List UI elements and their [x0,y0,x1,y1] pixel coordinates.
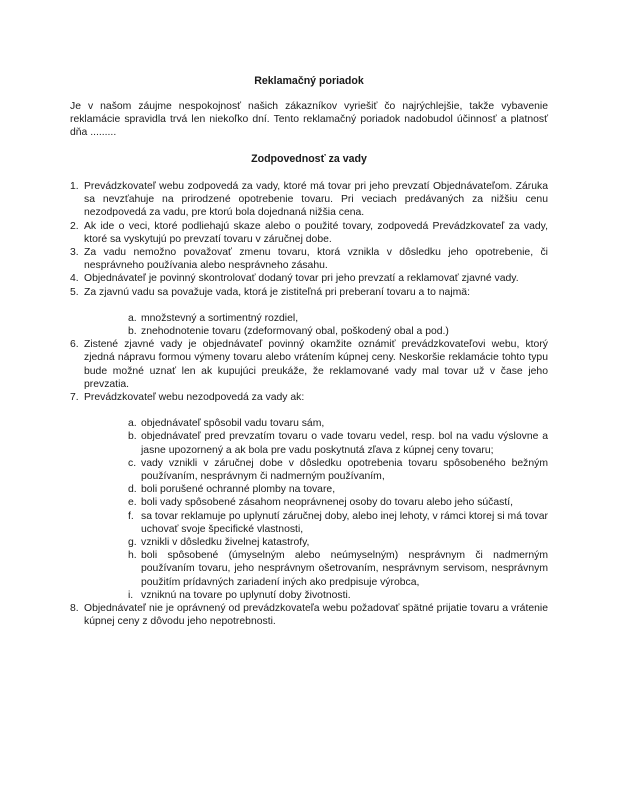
list-item-1 [70,180,548,220]
sublist-item [128,417,548,430]
sublist-visible-defects [84,312,548,338]
list-item-8 [70,602,548,628]
sublist-item [128,430,548,456]
sublist-item [128,483,548,496]
sublist-letter: a. [128,312,137,324]
sublist-item-text: boli spôsobené (úmyselným alebo neúmyselným) nesprávnym či nadmerným používaním tovaru, jeho nesprávnym ošetrovaním, nesprávnym servisom, nesprávnym použitím prídavných zariadení iných ako predpisuje výrobca, [141,550,548,588]
list-item-text: Prevádzkovateľ webu nezodpovedá za vady ak: [84,392,305,404]
sublist-item-text: objednávateľ spôsobil vadu tovaru sám, [141,418,325,430]
sublist-item-text: sa tovar reklamuje po uplynutí záručnej doby, alebo inej lehoty, v rámci ktorej si má tovar uchovať svoje špecifické vlastnosti, [141,510,548,535]
sublist-item-text: vzniknú na tovare po uplynutí doby životnosti. [141,589,351,601]
list-number: 6. [70,339,79,351]
liability-list [70,180,548,629]
list-item-text: Za vadu nemožno považovať zmenu tovaru, ktorá vznikla v dôsledku jeho opotrebenie, či nesprávneho používania alebo nesprávneho zásahu. [84,247,548,272]
sublist-exclusions [84,417,548,602]
sublist-item [128,457,548,483]
list-item-text: Za zjavnú vadu sa považuje vada, ktorá je zistiteľná pri preberaní tovaru a to najmä: [84,286,470,298]
sublist-item-text: boli porušené ochranné plomby na tovare, [141,484,336,496]
list-number: 7. [70,392,79,404]
sublist-letter: d. [128,484,137,496]
list-item-2 [70,220,548,246]
sublist-letter: g. [128,537,137,549]
list-item-text: Prevádzkovateľ webu zodpovedá za vady, ktoré má tovar pri jeho prevzatí Objednávateľom. Záruka sa nevzťahuje na prirodzené opotrebenie tovaru. Pri veciach predávaných za nižšiu cenu nezodpovedá za vadu, pre ktorú bola dojednaná nižšia cena. [84,181,548,219]
sublist-letter: i. [128,589,134,601]
sublist-item [128,325,548,338]
document-title: Reklamačný poriadok [254,75,364,87]
sublist-item [128,536,548,549]
sublist-item-text: znehodnotenie tovaru (zdeformovaný obal, poškodený obal a pod.) [141,326,449,338]
list-item-6 [70,338,548,391]
sublist-letter: c. [128,457,137,469]
sublist-item [128,589,548,602]
sublist-item [128,496,548,509]
sublist-letter: f. [128,510,134,522]
sublist-item-text: vznikli v dôsledku živelnej katastrofy, [141,537,310,549]
section-title: Zodpovednosť za vady [251,153,367,165]
list-item-text: Ak ide o veci, ktoré podliehajú skaze alebo o použité tovary, zodpovedá Prevádzkovateľ za vady, ktoré sa vyskytujú po prevzatí tovaru v záručnej dobe. [84,220,548,245]
list-number: 4. [70,273,79,285]
sublist-letter: h. [128,550,137,562]
list-number: 2. [70,220,79,232]
list-number: 5. [70,286,79,298]
list-number: 3. [70,247,79,259]
list-item-3 [70,246,548,272]
list-number: 8. [70,603,79,615]
sublist-letter: e. [128,497,137,509]
sublist-item [128,510,548,536]
sublist-item [128,312,548,325]
list-item-5 [70,286,548,339]
list-item-text: Zistené zjavné vady je objednávateľ povinný okamžite oznámiť prevádzkovateľovi webu, ktorý zjedná nápravu formou výmeny tovaru alebo vrátením kúpnej ceny. Neskoršie reklamácie tohto typu bude možné uznať len ak kupujúci preukáže, že reklamované vady mal tovar už v čase jeho prevzatia. [84,339,548,390]
sublist-item-text: vady vznikli v záručnej dobe v dôsledku opotrebenia tovaru spôsobeného bežným používaním, nesprávnym či nadmerným používaním, [141,457,548,483]
intro-paragraph: Je v našom záujme nespokojnosť našich zákazníkov vyriešiť čo najrýchlejšie, takže vybavenie reklamácie spravidla trvá len niekoľko dní. Tento reklamačný poriadok nadobudol účinnosť a platnosť dňa ......... [70,101,548,139]
sublist-item-text: objednávateľ pred prevzatím tovaru o vade tovaru vedel, resp. bol na vadu výslovne a jasne upozornený a ak bola pre vadu poskytnutá zľava z kúpnej ceny tovaru; [141,431,548,456]
list-item-4 [70,272,548,285]
sublist-item-text: množstevný a sortimentný rozdiel, [141,312,299,324]
sublist-letter: a. [128,418,137,430]
list-number: 1. [70,181,79,192]
list-item-text: Objednávateľ je povinný skontrolovať dodaný tovar pri jeho prevzatí a reklamovať zjavné vady. [84,273,519,285]
list-item-7 [70,391,548,602]
sublist-item [128,549,548,589]
list-item-text: Objednávateľ nie je oprávnený od prevádzkovateľa webu požadovať spätné prijatie tovaru a vrátenie kúpnej ceny z dôvodu jeho nepotrebnosti. [84,603,548,628]
sublist-letter: b. [128,326,137,338]
sublist-letter: b. [128,431,137,443]
sublist-item-text: boli vady spôsobené zásahom neoprávnenej osoby do tovaru alebo jeho súčastí, [141,497,514,509]
